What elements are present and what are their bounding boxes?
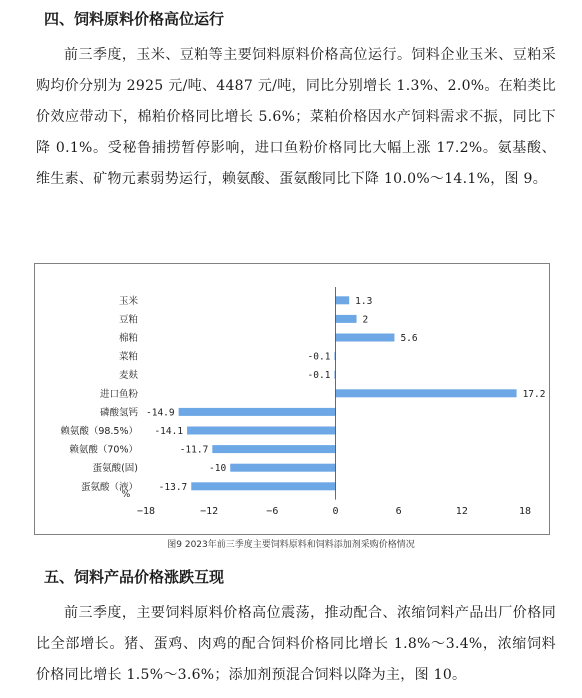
bar-8 — [212, 445, 335, 453]
x-tick-label-4: 6 — [395, 506, 402, 517]
value-label-1: 2 — [362, 314, 369, 326]
category-label-10: 蛋氨酸（液） — [80, 481, 138, 493]
value-label-4: -0.1 — [307, 370, 331, 382]
value-label-7: -14.1 — [154, 426, 184, 437]
unit-label: % — [121, 490, 131, 500]
category-label-2: 棉粕 — [118, 333, 138, 344]
x-tick-label-6: 18 — [518, 506, 532, 517]
section-4-paragraph: 前三季度，玉米、豆粕等主要饲料原料价格高位运行。饲料企业玉米、豆粕采购均价分别为 2925 元/吨、4487 元/吨，同比分别增长 1.3%、2.0%。在粕类比价效应带动下，棉粕价格同比增长 5.6%；菜粕价格因水产饲料需求不振，同比下降 0.1%。受秘鲁捕捞暂停影响，进口鱼粉价格同比大幅上涨 17.2%。氨基酸、维生素、矿物元素弱势运行，赖氨酸、蛋氨酸同比下降 10.0%～14.1%，图 9。 — [36, 47, 556, 187]
category-label-5: 进口鱼粉 — [99, 388, 138, 400]
value-label-5: 17.2 — [522, 388, 546, 400]
category-label-6: 磷酸氢钙 — [99, 407, 138, 419]
figure-9-caption: 图9 2023年前三季度主要饲料原料和饲料添加剂采购价格情况 — [167, 540, 415, 550]
section-4-heading: 四、饲料原料价格高位运行 — [44, 10, 225, 28]
category-label-4: 麦麸 — [118, 370, 138, 382]
x-tick-label-2: −6 — [266, 506, 279, 517]
bar-5 — [336, 389, 517, 397]
category-label-3: 菜粕 — [118, 351, 138, 363]
x-tick-label-0: −18 — [136, 506, 156, 517]
category-label-8: 赖氨酸（70%） — [69, 444, 138, 456]
x-tick-label-1: −12 — [200, 506, 219, 517]
value-label-0: 1.3 — [355, 295, 373, 307]
x-tick-label-3: 0 — [332, 506, 339, 517]
value-label-6: -14.9 — [146, 407, 175, 419]
bar-chart — [35, 264, 551, 536]
bar-0 — [336, 296, 350, 304]
value-label-10: -13.7 — [158, 481, 188, 493]
bar-1 — [336, 315, 357, 323]
value-label-8: -11.7 — [179, 444, 209, 456]
bar-10 — [191, 482, 335, 490]
bar-9 — [230, 464, 335, 472]
bar-2 — [336, 334, 395, 342]
category-label-0: 玉米 — [118, 295, 138, 307]
value-label-2: 5.6 — [400, 333, 418, 344]
figure-9-chart — [34, 263, 550, 535]
category-label-1: 豆粕 — [118, 314, 138, 326]
value-label-9: -10 — [209, 463, 227, 475]
category-label-7: 赖氨酸（98.5%） — [60, 426, 138, 437]
value-label-3: -0.1 — [307, 351, 331, 363]
x-tick-label-5: 12 — [455, 506, 468, 517]
section-5-paragraph: 前三季度，主要饲料原料价格高位震荡，推动配合、浓缩饲料产品出厂价格同比全部增长。猪、蛋鸡、肉鸡的配合饲料价格同比增长 1.8%～3.4%，浓缩饲料价格同比增长 1.5%～3.6%；添加剂预混合饲料以降为主，图 10。 — [36, 605, 556, 683]
section-5-heading: 五、饲料产品价格涨跌互现 — [44, 568, 225, 586]
bar-7 — [187, 427, 335, 435]
category-label-9: 蛋氨酸(固) — [92, 463, 138, 475]
bar-6 — [179, 408, 336, 416]
